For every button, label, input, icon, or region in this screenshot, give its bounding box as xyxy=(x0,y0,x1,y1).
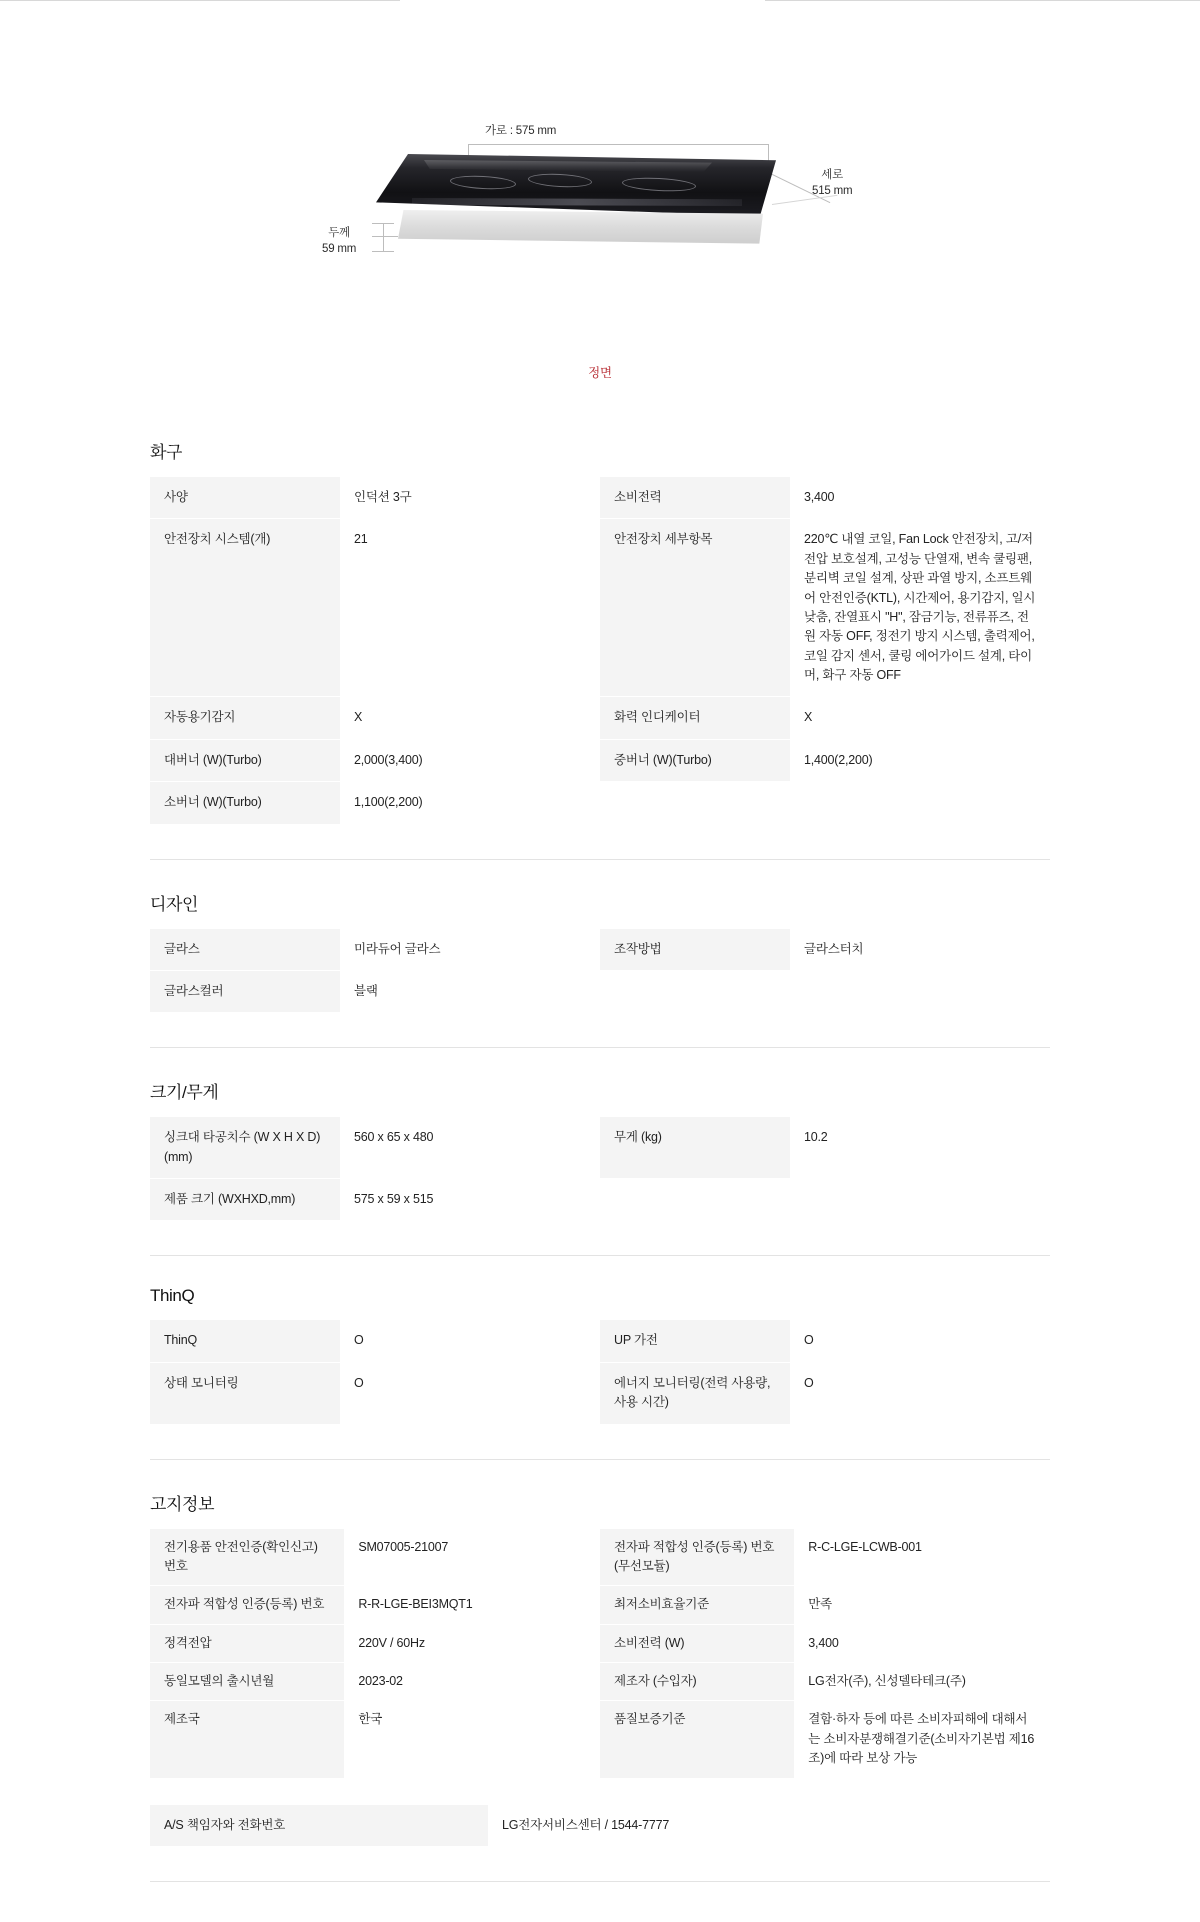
table-row xyxy=(150,1362,1050,1424)
spec-value: X xyxy=(340,697,600,739)
spec-key: 글라스컬러 xyxy=(150,970,340,1012)
spec-key: 상태 모니터링 xyxy=(150,1362,340,1424)
cooktop-foot xyxy=(698,266,707,272)
depth-dimension-label xyxy=(812,168,852,199)
spec-value: 3,400 xyxy=(794,1624,1050,1662)
spec-value: 미라듀어 글라스 xyxy=(340,929,600,971)
cooktop-foot xyxy=(494,260,503,266)
spec-table-after-service xyxy=(150,1805,1050,1847)
cooktop-burner-ring-right xyxy=(622,176,697,193)
table-row xyxy=(150,1701,1050,1778)
table-row xyxy=(150,1117,1050,1178)
spec-key: 소비전력 (W) xyxy=(600,1624,794,1662)
spec-key: A/S 책임자와 전화번호 xyxy=(150,1805,488,1847)
cooktop-control-panel xyxy=(412,198,742,206)
spec-key: 화력 인디케이터 xyxy=(600,697,790,739)
spec-key: 안전장치 시스템(개) xyxy=(150,519,340,697)
table-row xyxy=(150,782,1050,824)
spec-key: UP 가전 xyxy=(600,1320,790,1362)
spec-key: 안전장치 세부항목 xyxy=(600,519,790,697)
spec-key: 조작방법 xyxy=(600,929,790,971)
cooktop-glass-top xyxy=(376,154,776,216)
cooktop-junction-box xyxy=(534,272,546,281)
table-row xyxy=(150,1529,1050,1586)
section-title-notice: 고지정보 xyxy=(150,1494,215,1514)
width-dimension-label: 가로 : 575 mm xyxy=(485,125,557,137)
spec-key: 동일모델의 출시년월 xyxy=(150,1663,344,1701)
spec-key: 정격전압 xyxy=(150,1624,344,1662)
section-burner xyxy=(150,408,1050,860)
cooktop-foot xyxy=(742,268,751,274)
bottom-divider xyxy=(150,1881,1050,1882)
spec-key: 전자파 적합성 인증(등록) 번호 (무선모듈) xyxy=(600,1529,794,1586)
table-row xyxy=(150,1805,1050,1847)
spec-value: 560 x 65 x 480 xyxy=(340,1117,600,1178)
top-divider xyxy=(0,0,1200,8)
cooktop-burner-ring-middle xyxy=(528,172,593,188)
table-row xyxy=(150,739,1050,781)
thickness-dimension-label-line1: 두께 xyxy=(328,227,350,239)
spec-value: 1,400(2,200) xyxy=(790,739,1050,781)
depth-dimension-label-line1: 세로 xyxy=(821,169,844,181)
table-row xyxy=(150,519,1050,697)
spec-value: 220V / 60Hz xyxy=(344,1624,600,1662)
product-dimension-figure xyxy=(0,8,1200,408)
table-row xyxy=(150,970,1050,1012)
width-dimension-line xyxy=(468,144,768,145)
cooktop-burner-ring-left xyxy=(450,174,517,190)
cooktop-vent-grille xyxy=(432,274,772,294)
spec-key: 자동용기감지 xyxy=(150,697,340,739)
spec-key: 무게 (kg) xyxy=(600,1117,790,1178)
spec-empty-cell xyxy=(790,1179,1050,1221)
depth-dimension-label-line2: 515 mm xyxy=(812,184,853,197)
spec-value: O xyxy=(790,1320,1050,1362)
section-size-weight xyxy=(150,1048,1050,1256)
figure-caption: 정면 xyxy=(588,366,612,380)
table-row xyxy=(150,1179,1050,1221)
thickness-dimension-label-line2: 59 mm xyxy=(322,242,357,255)
spec-table-thinq xyxy=(150,1320,1050,1424)
spec-value: 2023-02 xyxy=(344,1663,600,1701)
table-row xyxy=(150,1320,1050,1362)
section-title-size-weight: 크기/무게 xyxy=(150,1083,219,1103)
section-title-thinq: ThinQ xyxy=(150,1286,195,1306)
spec-empty-cell xyxy=(950,1805,1000,1847)
spec-value: O xyxy=(340,1362,600,1424)
spec-key: 에너지 모니터링(전력 사용량, 사용 시간) xyxy=(600,1362,790,1424)
spec-value: O xyxy=(790,1362,1050,1424)
spec-value: 575 x 59 x 515 xyxy=(340,1179,600,1221)
spec-value: 한국 xyxy=(344,1701,600,1778)
spec-key: 제조자 (수입자) xyxy=(600,1663,794,1701)
spec-table-burner xyxy=(150,477,1050,825)
section-thinq xyxy=(150,1256,1050,1459)
spec-key: 중버너 (W)(Turbo) xyxy=(600,739,790,781)
spec-value: 글라스터치 xyxy=(790,929,1050,971)
spec-value: 1,100(2,200) xyxy=(340,782,600,824)
spec-key: 제조국 xyxy=(150,1701,344,1778)
cooktop-glass-sheen xyxy=(424,160,712,172)
spec-value: 결함·하자 등에 따른 소비자피해에 대해서는 소비자분쟁해결기준(소비자기본법 제16조)에 따라 보상 가능 xyxy=(794,1701,1050,1778)
spec-value: 블랙 xyxy=(340,970,600,1012)
induction-cooktop-illustration xyxy=(376,154,776,254)
spec-key: 소버너 (W)(Turbo) xyxy=(150,782,340,824)
spec-value: 3,400 xyxy=(790,477,1050,519)
spec-key: ThinQ xyxy=(150,1320,340,1362)
spec-value: 2,000(3,400) xyxy=(340,739,600,781)
section-title-burner: 화구 xyxy=(150,443,183,462)
table-row xyxy=(150,1663,1050,1701)
spec-value: SM07005-21007 xyxy=(344,1529,600,1586)
spec-empty-cell xyxy=(1000,1805,1050,1847)
spec-value: 220℃ 내열 코일, Fan Lock 안전장치, 고/저전압 보호설계, 고성능 단열재, 변속 쿨링팬, 분리벽 코일 설계, 상판 과열 방지, 소프트웨어 안전인증(KTL), 시간제어, 용기감지, 일시낮춤, 잔열표시 "H", 잠금기능, 전류퓨즈, 전원 자동 OFF, 정전기 방지 시스템, 출력제어, 코일 감지 센서, 쿨링 에어가이드 설계, 타이머, 화구 자동 OFF xyxy=(790,519,1050,697)
spec-empty-cell xyxy=(600,1179,790,1221)
table-row xyxy=(150,1624,1050,1662)
cooktop-body xyxy=(398,210,763,250)
spec-key: 제품 크기 (WXHXD,mm) xyxy=(150,1179,340,1221)
spec-value: LG전자(주), 신성델타테크(주) xyxy=(794,1663,1050,1701)
spec-table-notice xyxy=(150,1529,1050,1779)
spec-table-size-weight xyxy=(150,1117,1050,1221)
cooktop-cable-port xyxy=(560,276,574,280)
spec-value: R-C-LGE-LCWB-001 xyxy=(794,1529,1050,1586)
spec-table-design xyxy=(150,929,1050,1014)
spec-value: R-R-LGE-BEI3MQT1 xyxy=(344,1586,600,1624)
spec-key: 전자파 적합성 인증(등록) 번호 xyxy=(150,1586,344,1624)
cooktop-foot xyxy=(450,258,459,264)
section-title-design: 디자인 xyxy=(150,894,199,914)
section-design xyxy=(150,860,1050,1049)
table-row xyxy=(150,1586,1050,1624)
spec-empty-cell xyxy=(600,970,790,1012)
spec-empty-cell xyxy=(600,782,790,824)
spec-value: 인덕션 3구 xyxy=(340,477,600,519)
spec-value: O xyxy=(340,1320,600,1362)
section-notice xyxy=(150,1460,1050,1881)
spec-empty-cell xyxy=(790,782,1050,824)
spec-key: 품질보증기준 xyxy=(600,1701,794,1778)
spec-key: 대버너 (W)(Turbo) xyxy=(150,739,340,781)
spec-content xyxy=(0,408,1200,1881)
spec-value: X xyxy=(790,697,1050,739)
table-row xyxy=(150,697,1050,739)
spec-value: 21 xyxy=(340,519,600,697)
spec-key: 글라스 xyxy=(150,929,340,971)
spec-key: 최저소비효율기준 xyxy=(600,1586,794,1624)
spec-key: 싱크대 타공치수 (W X H X D)(mm) xyxy=(150,1117,340,1178)
spec-value: 만족 xyxy=(794,1586,1050,1624)
table-row xyxy=(150,929,1050,971)
spec-value: LG전자서비스센터 / 1544-7777 xyxy=(488,1805,950,1847)
spec-key: 사양 xyxy=(150,477,340,519)
spec-key: 소비전력 xyxy=(600,477,790,519)
table-row xyxy=(150,477,1050,519)
spec-value: 10.2 xyxy=(790,1117,1050,1178)
thickness-dimension-label xyxy=(322,226,356,257)
spec-key: 전기용품 안전인증(확인신고) 번호 xyxy=(150,1529,344,1586)
spec-empty-cell xyxy=(790,970,1050,1012)
